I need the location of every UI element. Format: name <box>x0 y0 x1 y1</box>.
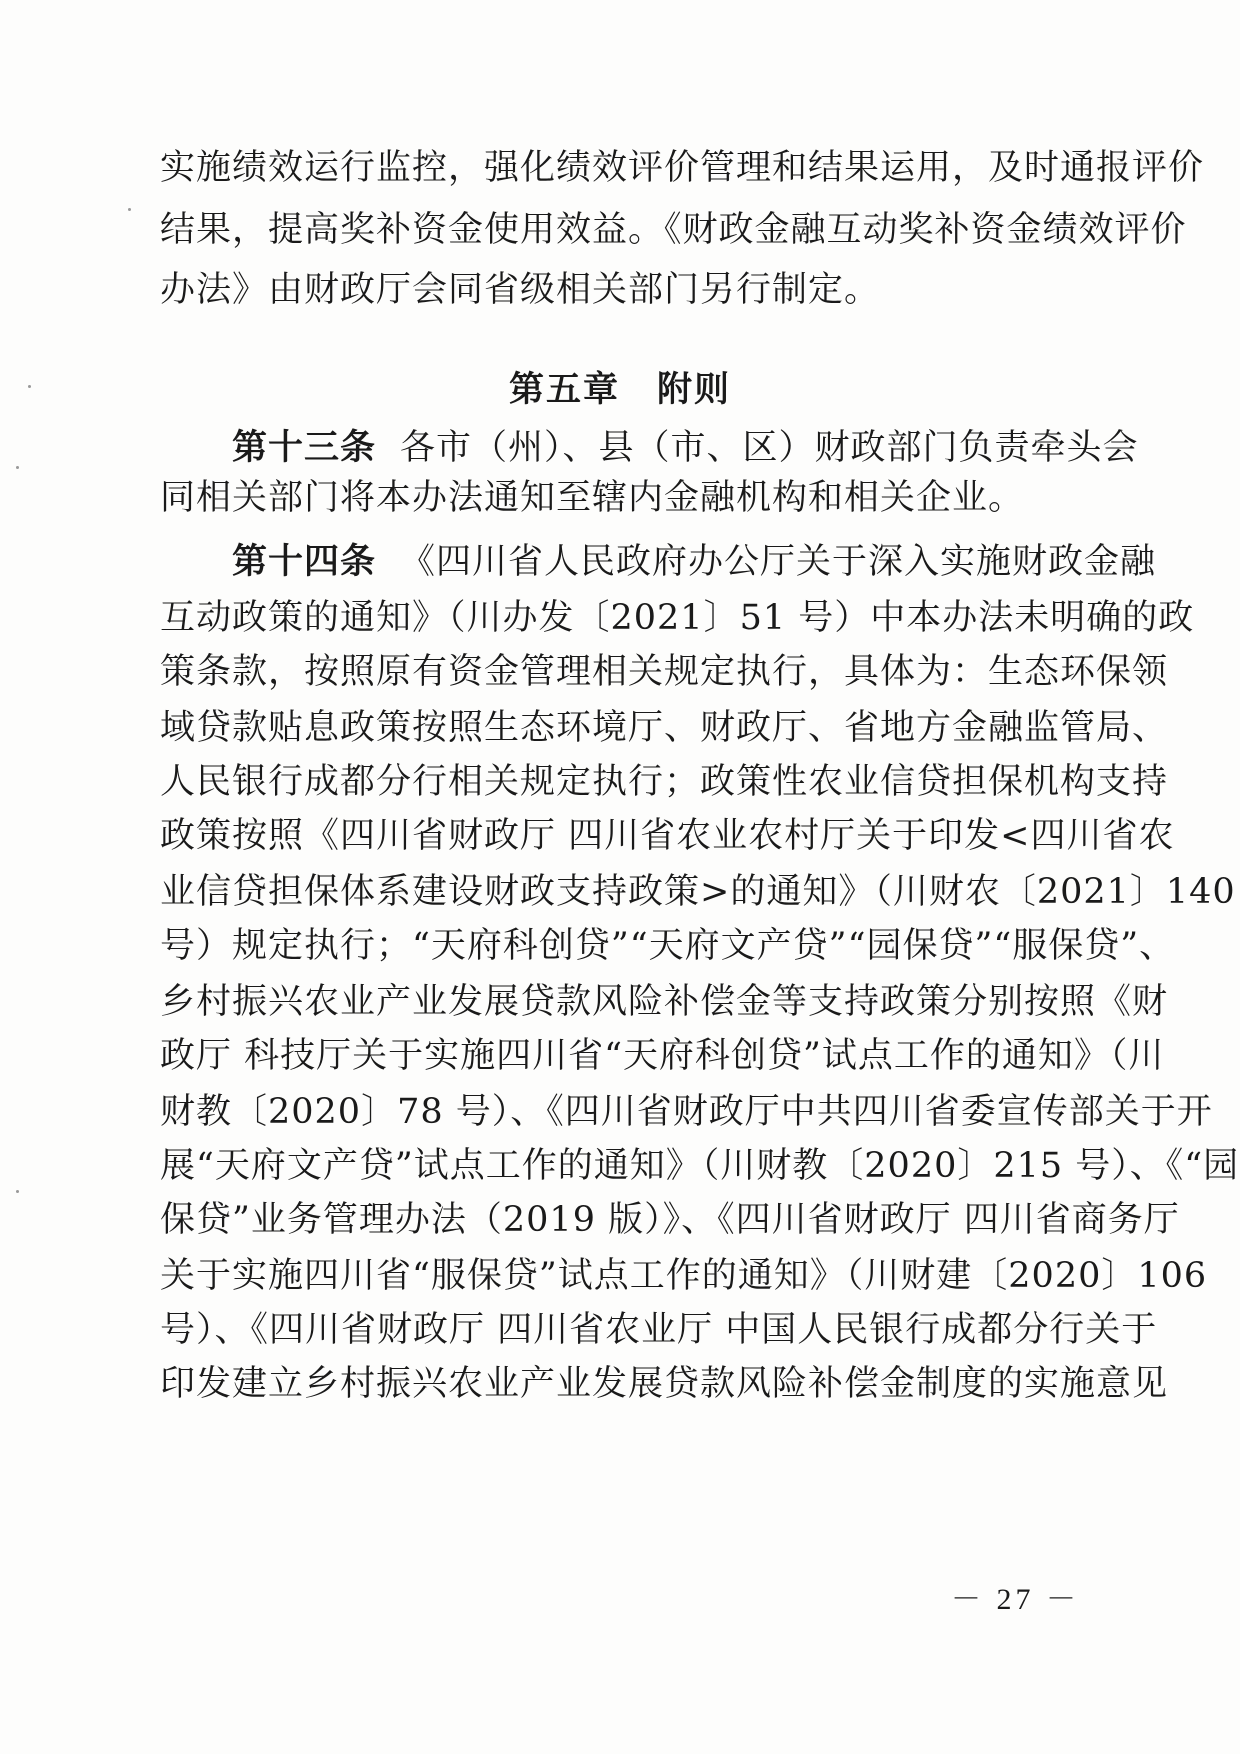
article-13-text-1: 各市（州）、县（市、区）财政部门负责牵头会 <box>400 428 1139 468</box>
article-14-label: 第十四条 <box>232 541 377 582</box>
article-13-line-2: 同相关部门将本办法通知至辖内金融机构和相关企业。 <box>160 478 1025 518</box>
scan-speck <box>16 1190 19 1193</box>
article-14-line: 政策按照《四川省财政厅 四川省农业农村厅关于印发<四川省农 <box>160 816 1175 856</box>
scan-speck <box>16 466 19 469</box>
article-14-line: 保贷”业务管理办法（2019 版）》、《四川省财政厅 四川省商务厅 <box>160 1200 1180 1240</box>
page-number: － 27 － <box>951 1583 1080 1616</box>
chapter-heading: 第五章 附则 <box>508 369 731 410</box>
article-14-line: 互动政策的通知》（川办发〔2021〕51 号）中本办法未明确的政 <box>160 598 1195 638</box>
article-13-line-1 <box>232 427 1139 468</box>
article-14-line: 人民银行成都分行相关规定执行；政策性农业信贷担保机构支持 <box>160 762 1169 802</box>
article-14-line: 域贷款贴息政策按照生态环境厅、财政厅、省地方金融监管局、 <box>160 708 1169 748</box>
article-14-line-1 <box>232 541 1157 582</box>
article-14-line: 号）规定执行；“天府科创贷”“天府文产贷”“园保贷”“服保贷”、 <box>160 926 1176 966</box>
scan-speck <box>128 208 131 211</box>
article-14-line: 展“天府文产贷”试点工作的通知》（川财教〔2020〕215 号）、《“园 <box>160 1146 1240 1186</box>
article-13-label: 第十三条 <box>232 427 377 468</box>
article-14-line: 政厅 科技厅关于实施四川省“天府科创贷”试点工作的通知》（川 <box>160 1036 1165 1076</box>
article-14-line: 策条款，按照原有资金管理相关规定执行，具体为：生态环保领 <box>160 652 1169 692</box>
article-14-line: 关于实施四川省“服保贷”试点工作的通知》（川财建〔2020〕106 <box>160 1256 1208 1296</box>
scan-speck <box>28 385 31 388</box>
article-14-line: 乡村振兴农业产业发展贷款风险补偿金等支持政策分别按照《财 <box>160 982 1169 1022</box>
article-14-line: 财教〔2020〕78 号）、《四川省财政厅中共四川省委宣传部关于开 <box>160 1092 1213 1132</box>
article-14-line: 业信贷担保体系建设财政支持政策>的通知》（川财农〔2021〕140 <box>160 872 1236 912</box>
article-14-line: 印发建立乡村振兴农业产业发展贷款风险补偿金制度的实施意见 <box>160 1364 1169 1404</box>
intro-line-2: 结果，提高奖补资金使用效益。《财政金融互动奖补资金绩效评价 <box>160 210 1187 250</box>
article-14-line: 号）、《四川省财政厅 四川省农业厅 中国人民银行成都分行关于 <box>160 1310 1158 1350</box>
article-14-text-1: 《四川省人民政府办公厅关于深入实施财政金融 <box>400 542 1157 582</box>
intro-line-3: 办法》由财政厅会同省级相关部门另行制定。 <box>160 270 881 310</box>
intro-line-1: 实施绩效运行监控，强化绩效评价管理和结果运用，及时通报评价 <box>160 148 1205 188</box>
